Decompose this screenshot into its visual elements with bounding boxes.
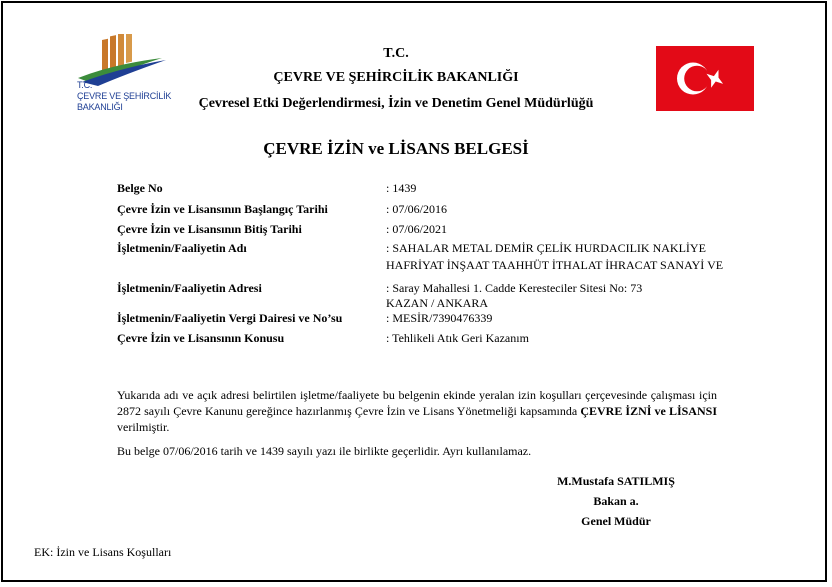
field-label-tax-office: İşletmenin/Faaliyetin Vergi Dairesi ve No’su <box>117 311 343 325</box>
field-label-address: İşletmenin/Faaliyetin Adresi <box>117 281 262 295</box>
signatory-title-1: Bakan a. <box>593 494 639 508</box>
body-paragraph: Yukarıda adı ve açık adresi belirtilen işletme/faaliyete bu belgenin ekinde yeralan izin koşulları çerçevesinde çalışması için 2872 sayılı Çevre Kanunu gereğince hazırlanmış Çevre İzin ve Lisans Yönetmeliği kapsamında ÇEVRE İZNİ ve LİSANSI verilmiştir. <box>117 388 717 434</box>
field-value-company-name: : SAHALAR METAL DEMİR ÇELİK HURDACILIK NAKLİYE <box>386 241 706 255</box>
field-label-subject: Çevre İzin ve Lisansının Konusu <box>117 331 285 345</box>
signatory-name: M.Mustafa SATILMIŞ <box>557 474 675 488</box>
field-value-start-date: : 07/06/2016 <box>386 202 448 216</box>
header-tc: T.C. <box>383 46 409 61</box>
field-label-end-date: Çevre İzin ve Lisansının Bitiş Tarihi <box>117 222 302 236</box>
field-label-company-name: İşletmenin/Faaliyetin Adı <box>117 241 247 255</box>
field-value-tax-office: : MESİR/7390476339 <box>386 311 493 325</box>
field-value-address-line2: KAZAN / ANKARA <box>386 296 488 310</box>
field-value-end-date: : 07/06/2021 <box>386 222 448 236</box>
field-value-subject: : Tehlikeli Atık Geri Kazanım <box>386 331 529 345</box>
field-value-address: : Saray Mahallesi 1. Cadde Keresteciler Sitesi No: 73 <box>386 281 643 295</box>
logo-text: T.C. ÇEVRE VE ŞEHİRCİLİK BAKANLIĞI <box>77 80 172 112</box>
validity-paragraph: Bu belge 07/06/2016 tarih ve 1439 sayılı yazı ile birlikte geçerlidir. Ayrı kullanılamaz. <box>117 444 532 458</box>
document-title: ÇEVRE İZİN ve LİSANS BELGESİ <box>263 139 529 158</box>
field-label-belge-no: Belge No <box>117 181 163 195</box>
signatory-title-2: Genel Müdür <box>581 514 651 528</box>
field-value-belge-no: : 1439 <box>386 181 417 195</box>
attachment-note: EK: İzin ve Lisans Koşulları <box>34 545 172 559</box>
header-department: Çevresel Etki Değerlendirmesi, İzin ve Denetim Genel Müdürlüğü <box>198 96 594 111</box>
header-ministry: ÇEVRE VE ŞEHİRCİLİK BAKANLIĞI <box>273 70 519 85</box>
field-label-start-date: Çevre İzin ve Lisansının Başlangıç Tarihi <box>117 202 328 216</box>
field-value-company-name-line2: HAFRİYAT İNŞAAT TAAHHÜT İTHALAT İHRACAT SANAYİ VE <box>386 258 724 272</box>
